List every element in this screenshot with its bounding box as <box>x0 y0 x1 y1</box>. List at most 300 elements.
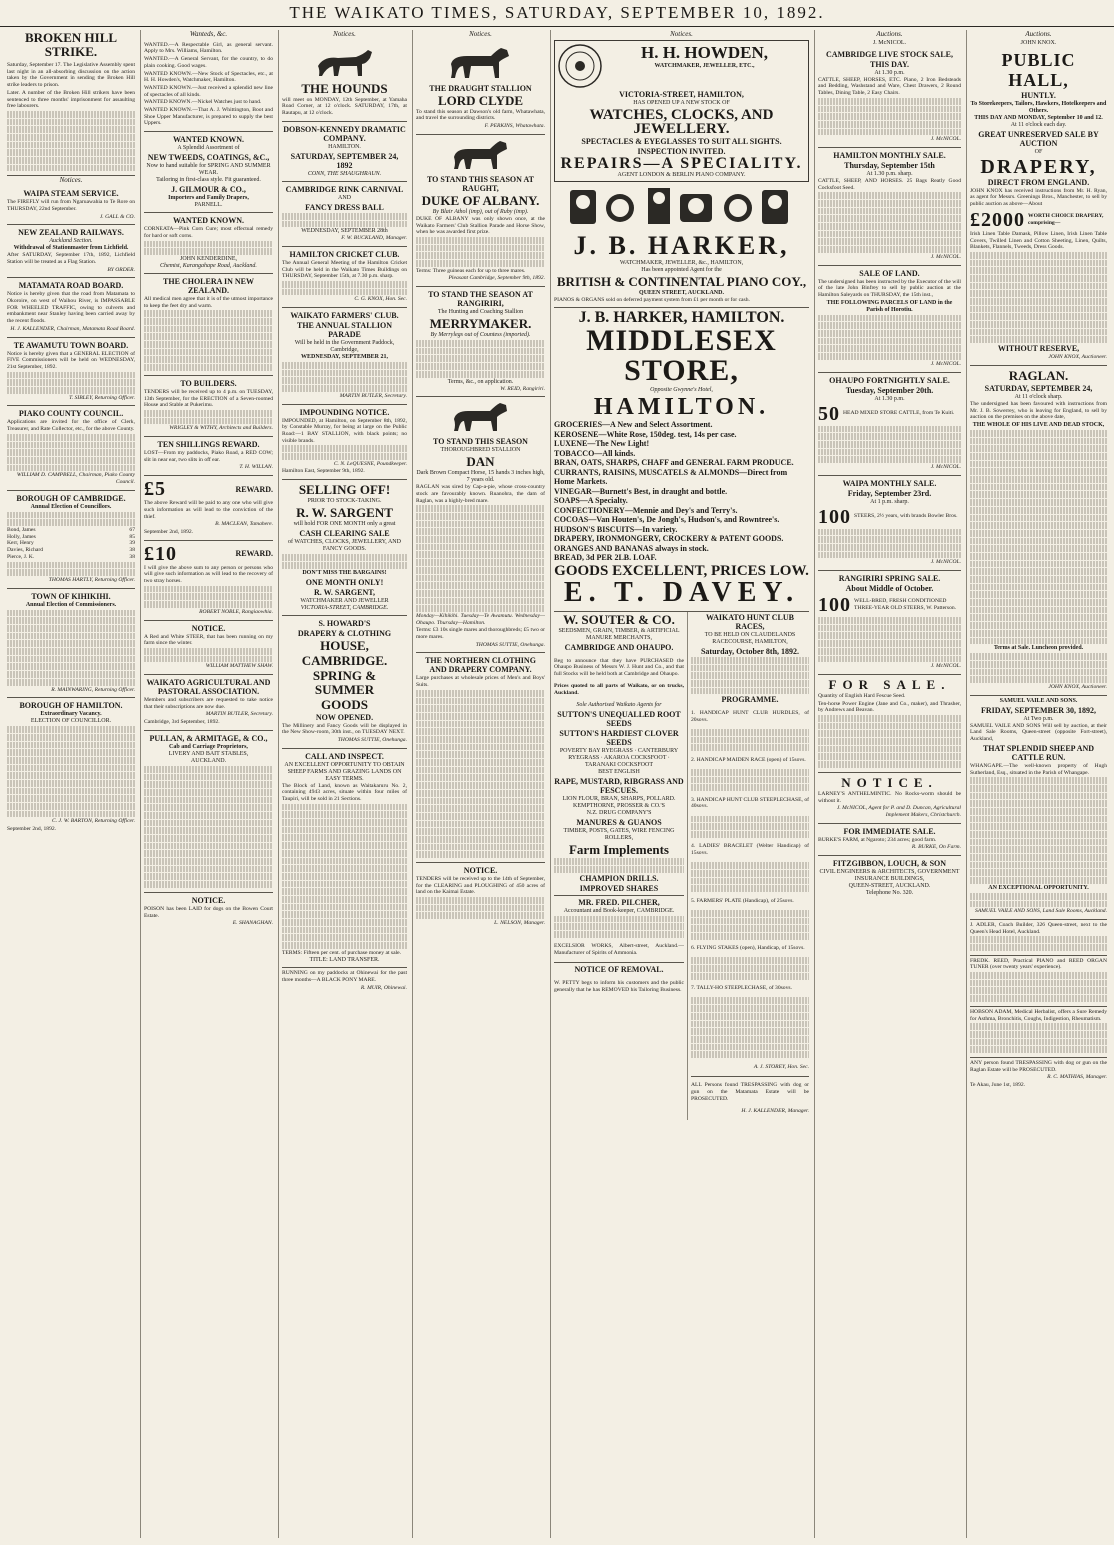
ad-heading: IMPROVED SHARES <box>579 883 659 893</box>
race-item: 4. LADIES' BRACELET (Welter Handicap) of 15sovs. <box>691 843 809 856</box>
ad-text: TENDERS will be received up to the 14th of September, for the CLEARING and PLOUGHING of 450 acres of land on the Kaimai Estate. <box>416 876 545 896</box>
ad-subheading: At 1 p.m. sharp. <box>870 498 909 505</box>
ad-text: PIANOS & ORGANS sold on deferred payment system from £1 per month or for cash. <box>554 296 750 303</box>
ad-heading: HOUSE, <box>320 637 369 653</box>
ad-signature: J. McNICOL. <box>930 559 961 566</box>
text-filler <box>282 804 407 949</box>
ad-subheading: OF <box>1034 148 1043 155</box>
ad-text: RAGLAN was sired by Cap-a-pie, whose cross-country stock are favourably known. Ruanohra, the dam of Raglan, was a highly-bred mare. <box>416 484 545 504</box>
ad-text: The Block of Land, known as Waitakaruru No. 2, containing 4943 acres, situate within four miles of Taupiri, will be sold in 21 Sections. <box>282 782 407 803</box>
ad-subheading: At 1.30 p.m. <box>874 69 905 76</box>
ad-heading: MANURES & GUANOS <box>576 818 662 828</box>
ad-heading: FANCY DRESS BALL <box>305 202 384 212</box>
ad-subheading: LION FLOUR, BRAN, SHARPS, POLLARD. <box>562 796 676 803</box>
ad-heading: NOTICE. <box>841 774 938 790</box>
article-title: BROKEN HILL STRIKE. <box>24 30 118 59</box>
ad-heading: TE AWAMUTU TOWN BOARD. <box>13 340 129 350</box>
ad-heading: S. HOWARD'S <box>318 618 371 628</box>
ad-text: A Red and White STEER, that has been running on my farm since the winter. <box>144 633 273 647</box>
text-filler <box>818 192 961 253</box>
ad-signature: JOHN KNOX, Auctioneer. <box>1048 683 1107 690</box>
text-filler <box>970 252 1107 343</box>
ad-subheading: To Storekeepers, Tailors, Hawkers, Hotelkeepers and Others. <box>970 100 1107 114</box>
ad-heading: Friday, September 23rd. <box>847 488 932 498</box>
text-filler <box>416 340 545 377</box>
ad-heading: DUKE OF ALBANY. <box>421 192 540 208</box>
ad-heading: RAGLAN. <box>1008 367 1069 383</box>
ad-subheading: will hold FOR ONE MONTH only a great <box>293 521 396 528</box>
ad-signature: WILLIAM MATTHEW SHAW. <box>205 663 273 670</box>
column-5-6 <box>550 30 812 1538</box>
text-filler <box>970 893 1107 907</box>
ad-heading: FRIDAY, SEPTEMBER 30, 1892, <box>981 705 1096 715</box>
ad-text: JOHN KNOX has received instructions from Mr. H. Ryan, as agent for Messrs. Greenings Bros., Manchester, to sell by public auction as above—About <box>970 187 1107 208</box>
ad-heading: DRAPERY & CLOTHING <box>297 628 392 638</box>
ad-heading: J. B. HARKER, <box>573 230 790 260</box>
text-filler <box>970 653 1107 683</box>
ad-subheading: The Hunting and Coaching Stallion <box>437 309 524 316</box>
lot-count: 100 <box>818 505 851 528</box>
ad-text: I will give the above sum to any person or persons who will give such information as will lead to the recovery of two stray horses. <box>144 564 273 585</box>
ad-heading: INSPECTION INVITED. <box>637 146 726 156</box>
ad-signature: J. McNICOL. <box>930 136 961 143</box>
ad-heading: PUBLIC HALL, <box>1001 49 1076 90</box>
text-filler <box>691 657 809 694</box>
ad-heading: HUNTLY. <box>1021 90 1056 100</box>
ad-heading: THIS DAY. <box>870 59 909 69</box>
ad-text: The Annual General Meeting of the Hamilton Cricket Club will be held in the Waikato Times Buildings on THURSDAY, September 15th, at 7.30 p.m. sharp. <box>282 259 407 280</box>
column-3 <box>278 30 410 1538</box>
text-filler <box>282 281 407 295</box>
race-item: 5. FARMERS' PLATE (Handicap), of 25sovs. <box>691 897 794 904</box>
ad-heading: NOTICE. <box>191 623 226 633</box>
draught-horse-icon <box>441 44 521 82</box>
ad-text: Large purchases at wholesale prices of Men's and Boys' Suits. <box>416 675 545 689</box>
ad-subheading: TITLE: LAND TRANSFER. <box>309 957 380 964</box>
ad-heading: CAMBRIDGE RINK CARNIVAL <box>285 184 404 194</box>
ad-text: W. PETTY begs to inform his customers and the public generally that he has REMOVED his Tailoring Business. <box>554 979 684 993</box>
ad-heading: SUTTON'S UNEQUALLED ROOT SEEDS <box>557 710 681 729</box>
ad-heading: W. SOUTER & CO. <box>563 611 675 627</box>
text-filler <box>144 648 273 662</box>
ad-heading: CAMBRIDGE. <box>301 652 388 668</box>
text-filler <box>7 512 135 526</box>
ad-date: Cambridge, 3rd September, 1892. <box>144 719 220 726</box>
ad-heading: NOTICE. <box>191 895 226 905</box>
ad-heading: THE ANNUAL STALLION PARADE <box>297 321 392 340</box>
ad-subheading: Chemist, Karangahape Road, Auckland. <box>160 262 257 269</box>
article-text: Later. A number of the Broken Hill strikers have been sentenced to three months' imprisonment for assaulting free labourers. <box>7 89 135 110</box>
text-filler <box>691 862 809 892</box>
ad-subheading: Will be held in the Government Paddock, Cambridge, <box>294 340 395 354</box>
ad-heading: About Middle of October. <box>845 584 934 594</box>
reward-header <box>144 543 273 565</box>
ad-text: TENDERS will be received up to 4 p.m. on TUESDAY, 13th September, for the ERECTION of a Seven-roomed House and Stable at Pukerimu. <box>144 388 273 409</box>
lot-header <box>818 594 961 616</box>
text-filler <box>416 690 545 858</box>
text-filler <box>416 505 545 612</box>
ad-heading: TO BUILDERS. <box>180 378 237 388</box>
ad-heading: Thursday, September 15th <box>844 160 935 170</box>
ad-text: After SATURDAY, September 17th, 1892, Lichfield Station will be treated as a Flag Station. <box>7 252 135 265</box>
ad-signature: E. SHANAGHAN. <box>232 920 273 927</box>
ad-signature: R. BURKE, On Farm. <box>911 844 961 851</box>
race-item: 2. HANDICAP MAIDEN RACE (open) of 15sovs. <box>691 756 806 763</box>
ad-signature: C. N. LeQUESNE, Poundkeeper. <box>333 460 407 467</box>
ad-heading: MR. FRED. PILCHER, <box>578 897 660 907</box>
ad-signature: J. McNICOL, Agent for P. and D. Duncan, Agricultural Implement Makers, Christchurch. <box>836 805 961 818</box>
grocery-item: DRAPERY, IRONMONGERY, CROCKERY & PATENT GOODS. <box>554 534 784 544</box>
ad-heading: HAMILTON. <box>593 394 770 421</box>
column-4 <box>412 30 548 1538</box>
ad-signature: W. REID, Rangiriri. <box>500 385 545 392</box>
ad-heading: HAMILTON MONTHLY SALE. <box>833 150 946 160</box>
text-filler <box>691 729 809 751</box>
ad-subheading: WATCHMAKER, JEWELLER, &c., HAMILTON, <box>619 259 744 266</box>
ad-text: ANY person found TRESPASSING with dog or gun on the Raglan Estate will be PROSECUTED. <box>970 1060 1107 1073</box>
candidate-name: Davies, Richard <box>7 547 44 554</box>
ad-subheading: Withdrawal of Stationmaster from Lichfield. <box>13 245 129 252</box>
ad-signature: F. PERKINS, Whatawhata. <box>484 123 545 130</box>
ad-signature: Pleasant Cambridge, September 9th, 1892. <box>448 275 545 282</box>
ad-signature: A. J. STOREY, Hon. Sec. <box>753 1063 809 1070</box>
ad-subheading: WATCHMAKER, JEWELLER, ETC., <box>654 62 755 69</box>
section-label: Auctions. <box>1025 30 1052 38</box>
grocery-item: ORANGES AND BANANAS always in stock. <box>554 543 709 553</box>
vote-row <box>7 540 135 547</box>
ad-text: Notice is hereby given that the road from Matamata to Okoroire, on west of Waihou River, is IMPASSABLE FOR WHEELED TRAFFIC, owing to culverts and embankment near Stanley having been carried away by the recent floods. <box>7 291 135 325</box>
ad-subheading: PRIOR TO STOCK-TAKING. <box>307 498 382 505</box>
ad-heading: Tuesday, September 20th. <box>845 385 934 395</box>
ad-text: TERMS: Fifteen per cent. of purchase money at sale. <box>282 949 401 956</box>
text-filler <box>554 916 684 938</box>
vote-row <box>7 534 135 541</box>
vote-count: 67 <box>129 527 135 534</box>
classified-item: WANTED.—A Respectable Girl, as general servant. Apply to Mrs. Williams, Hamilton. <box>144 41 273 55</box>
text-filler <box>818 98 961 135</box>
ad-heading: TO STAND THIS SEASON <box>433 437 528 447</box>
ad-signature: R. MUIR, Ohinewai. <box>360 984 407 991</box>
ad-heading: TOWN OF KIHIKIHI. <box>31 591 111 601</box>
section-label: Wanteds, &c. <box>189 30 228 38</box>
article-text: Saturday, September 17. The Legislative Assembly spent last night in an all-absorbing discussion on the action taken by the Government in sending the Broken Hill strike leaders to prison. <box>7 62 135 89</box>
ad-heading: J. B. HARKER, HAMILTON. <box>578 309 785 327</box>
ad-text: Prices quoted to all parts of Waikato, or on trucks, Auckland. <box>554 683 684 696</box>
ad-heading: DRAPERY, <box>980 155 1097 178</box>
ad-signature: ROBERT NOBLE, Rangiaowhia. <box>199 608 273 615</box>
vote-count: 85 <box>129 533 135 540</box>
value-header <box>970 209 1107 231</box>
ad-signature: BY ORDER. <box>107 266 135 273</box>
ad-date: September 2nd, 1892. <box>7 826 57 833</box>
text-filler <box>282 362 407 392</box>
ad-subheading: Auckland Section. <box>49 238 93 245</box>
ad-subheading: LIVERY AND BAIT STABLES, <box>168 750 249 757</box>
ad-text: DUKE OF ALBANY was only shown once, at the Waikato Farmers' Club Stallion Parade and Horse Show, when he was awarded first prize. <box>416 215 545 236</box>
reward-header <box>144 478 273 500</box>
ad-subheading: Terms, &c., on application. <box>447 378 514 385</box>
text-filler <box>144 241 273 255</box>
ad-signature: MARTIN BUTLER, Secretary. <box>339 392 407 399</box>
candidate-name: Pierce, J. K. <box>7 553 35 560</box>
ad-heading: THE NORTHERN CLOTHING AND DRAPERY COMPANY. <box>425 656 536 675</box>
ad-heading: CALL AND INSPECT. <box>305 751 384 761</box>
ad-heading: H. H. HOWDEN, <box>640 42 769 62</box>
section-label: Notices. <box>469 30 492 38</box>
ad-heading: SALE OF LAND. <box>859 268 920 278</box>
auctioneer-name: JOHN KNOX. <box>1020 39 1057 46</box>
ad-signature: JOHN KNOX, Auctioneer. <box>1048 354 1107 361</box>
ad-signature: J. GALL & CO. <box>99 213 135 220</box>
grocery-item: HUDSON'S BISCUITS—In variety. <box>554 524 678 534</box>
classified-item: WANTED KNOWN.—Just received a splendid new line of spectacles of all kinds. <box>144 84 273 98</box>
text-filler <box>970 936 1107 950</box>
ad-heading: NOTICE. <box>463 866 498 875</box>
ad-subheading: THOROUGHBRED STALLION <box>440 447 521 454</box>
ad-signature: C. G. KNOX, Hon. Sec. <box>354 296 407 303</box>
ad-subheading: SEEDSMEN, GRAIN, TIMBER, & ARTIFICIAL MANURE MERCHANTS, <box>558 627 680 641</box>
ad-subheading: By Merrylegs out of Countess (imported). <box>430 332 531 339</box>
ad-text: CORNEATA—Pink Corn Cure; most effectual remedy for hard or soft corns. <box>144 226 273 239</box>
ad-heading: RANGIRIRI SPRING SALE. <box>838 574 941 584</box>
ad-text: The undersigned has been instructed by the Executor of the will of the late John Binfrey to sell by public auction at the Hamilton Saleyards on THURSDAY, the 15th inst., <box>818 278 961 298</box>
ad-heading: GOODS EXCELLENT, PRICES LOW. <box>554 562 809 579</box>
ad-heading: WATCHES, CLOCKS, AND JEWELLERY. <box>589 106 774 137</box>
ad-heading: SATURDAY, SEPTEMBER 24, 1892 <box>290 151 399 170</box>
ad-heading: THAT SPLENDID SHEEP AND CATTLE RUN. <box>982 743 1095 762</box>
vote-count: 39 <box>129 540 135 547</box>
race-item: 7. TALLY-HO STEEPLECHASE, of 30sovs. <box>691 985 792 992</box>
ad-heading: MIDDLESEX STORE, <box>586 324 777 388</box>
ad-subheading: HAS OPENED UP A NEW STOCK OF <box>633 99 730 106</box>
ad-heading: ONE MONTH ONLY! <box>305 577 384 587</box>
lot-header <box>818 506 961 528</box>
ad-date: Hamilton East, September 9th, 1892. <box>282 468 365 475</box>
ad-text: will meet on MONDAY, 12th September, at Yamaha Road Corner, at 12 o'clock. SATURDAY, 17th, at Rautapu, at 12 o'clock. <box>282 96 407 117</box>
ad-heading: THE HOUNDS <box>301 80 388 96</box>
ad-heading: WANTED KNOWN. <box>172 135 245 145</box>
text-filler <box>282 213 407 227</box>
hunt-club-column <box>688 612 809 1121</box>
classified-item: WANTED.—A General Servant, for the country, to do plain cooking. Good wages. <box>144 56 273 69</box>
text-filler <box>144 410 273 424</box>
ad-heading: SPRING & SUMMER <box>312 667 377 697</box>
ad-subheading: PARNELL. <box>194 202 223 209</box>
ad-heading: SATURDAY, SEPTEMBER 24, <box>984 383 1093 393</box>
ad-heading: R. W. SARGENT, <box>314 587 375 597</box>
ad-text: Members and subscribers are requested to take notice that their subscriptions are now due. <box>144 697 273 710</box>
ad-heading: FOR IMMEDIATE SALE. <box>843 826 936 836</box>
ad-heading: RAPE, MUSTARD, RIBGRASS AND FESCUES. <box>554 777 684 796</box>
text-filler <box>970 972 1107 1002</box>
ad-text: SAMUEL VAILE AND SONS Will sell by auction, at their Land Sale Rooms, Queen-street (opposite Fort-street), Auckland, <box>970 722 1107 743</box>
text-filler <box>691 910 809 940</box>
ad-text: CATTLE, SHEEP, AND HORSES. 25 Bags Reatly Good Cocksfoot Seed. <box>818 177 961 191</box>
ad-subheading: WEDNESDAY, SEPTEMBER 28th <box>301 228 388 235</box>
ad-subheading: A Splendid Assortment of <box>177 145 240 152</box>
ad-text: The undersigned has been favoured with instructions from Mr. J. B. Sowerrey, who is leaving for England, to sell by auction on the premises on the above date, <box>970 400 1107 421</box>
ad-signature: T. H. WILLAN. <box>239 464 273 471</box>
reward-amount: £10 <box>144 542 177 565</box>
ad-heading: DIRECT FROM ENGLAND. <box>987 177 1090 187</box>
text-filler <box>7 610 135 686</box>
text-filler <box>416 897 545 919</box>
ad-heading: TO STAND THE SEASON AT RANGIRIRI, <box>428 290 533 309</box>
ad-subheading: TIMBER, POSTS, GATES, WIRE FENCING ROLLERS, <box>563 828 675 842</box>
ad-text: Irish Linen Table Damask, Pillow Linen, Irish Linen Table Covers, Twilled Linen and Cotton Sheeting, Linen, Quilts, Blankets, Flannels, Tweeds, Dress Goods. <box>970 230 1107 251</box>
ad-text: BURKE'S FARM, at Ngaroto; 234 acres; good farm. <box>818 836 937 843</box>
ad-subheading: AGENT LONDON & BERLIN PIANO COMPANY. <box>617 171 746 178</box>
ad-signature: J. McNICOL. <box>930 463 961 470</box>
text-filler <box>144 586 273 608</box>
ad-text: Beg to announce that they have PURCHASED the Ohaupo Business of Messrs W. J. Hunt and Co., and that full Stocks will be held both at Cambridge and Ohaupo. <box>554 657 684 677</box>
ad-text: Notice is hereby given that a GENERAL ELECTION of FIVE Commissioners will be held on WEDNESDAY, 21st September, 1892. <box>7 350 135 370</box>
ad-text: POISON has been LAID for dogs on the Bowen Court Estate. <box>144 905 273 919</box>
race-item: 1. HANDICAP HUNT CLUB HURDLES, of 20sovs. <box>691 709 809 723</box>
text-filler <box>282 554 407 568</box>
text-filler <box>970 777 1107 884</box>
vote-list <box>7 527 135 561</box>
ad-subheading: DON'T MISS THE BARGAINS! <box>302 569 387 576</box>
grocery-list <box>554 420 809 563</box>
grocery-item: CURRANTS, RAISINS, MUSCATELS & ALMONDS—Direct from Home Markets. <box>554 467 788 487</box>
ad-heading: PROGRAMME. <box>721 695 779 705</box>
text-filler <box>818 617 961 662</box>
ad-text: IMPOUNDED, at Hamilton, on September 8th, 1892, by Constable Murray, for being at large on the Public Road:—1 BAY STALLION, with black points; no visible brands. <box>282 417 407 444</box>
ad-heading: BOROUGH OF CAMBRIDGE. <box>16 493 126 503</box>
ad-heading: WAIKATO AGRICULTURAL AND PASTORAL ASSOCIATION. <box>146 678 271 696</box>
ad-text: RUNNING on my paddocks at Ohinewai for the past three months—A BLACK PONY MARE. <box>282 970 407 984</box>
ad-signature: C. J. W. BARTON, Returning Officer. <box>52 818 135 825</box>
watches-clocks-icon <box>562 184 802 228</box>
classified-item: WANTED KNOWN.—That A. J. Whittington, Boot and Shoe Upper Manufacturer, is prepared to supply the best Uppers. <box>144 107 273 127</box>
ad-subheading: POVERTY BAY RYEGRASS · CANTERBURY RYEGRASS · AKAROA COCKSFOOT · TARANAKI COCKSFOOT <box>559 748 679 769</box>
ad-subheading: THE FOLLOWING PARCELS OF LAND in the Parish of Horotiu. <box>826 299 953 313</box>
ad-heading: Farm Implements <box>568 842 669 858</box>
ad-subheading: JOHN KENDERDINE, <box>180 255 237 262</box>
text-filler <box>7 111 135 172</box>
ad-heading: SUTTON'S HARDIEST CLOVER SEEDS <box>559 729 679 748</box>
ad-signature: J. McNICOL. <box>930 663 961 670</box>
ad-signature: L. NELSON, Manager. <box>494 920 545 927</box>
ad-text: HEAD MIXED STORE CATTLE, from Te Kuiti. <box>843 410 955 417</box>
ad-text: EXCELSIOR WORKS, Albert-street, Auckland.—Manufacturer of Spirits of Ammonia. <box>554 943 684 956</box>
ad-subheading: AND <box>338 194 351 201</box>
race-list <box>691 710 809 1058</box>
text-filler <box>691 957 809 979</box>
ad-text: Quantity of English Hard Fescue Seed. <box>818 692 906 699</box>
horse-icon <box>446 139 516 173</box>
ad-subheading: WEDNESDAY, SEPTEMBER 21, <box>301 354 388 361</box>
grocery-item: COCOAS—Van Houten's, De Jongh's, Hudson's, and Rowntree's. <box>554 515 780 525</box>
lot-header <box>818 403 961 425</box>
ad-subheading: AN EXCELLENT OPPORTUNITY TO OBTAIN SHEEP FARMS AND GRAZING LANDS ON EASY TERMS. <box>284 761 405 782</box>
grocery-item: TOBACCO—All kinds. <box>554 448 636 458</box>
ad-text: WELL-BRED, FRESH CONDITIONED THREE-YEAR OLD STEERS, W. Patterson. <box>854 598 957 612</box>
text-filler <box>970 1023 1107 1053</box>
ad-text: LOST—From my paddocks, Piako Road, a RED COW; slit in near ear, two slits in off ear. <box>144 450 273 463</box>
grocery-item: KEROSENE—White Rose, 150deg. test, 14s per case. <box>554 429 737 439</box>
text-filler <box>691 997 809 1058</box>
text-filler <box>818 315 961 360</box>
ad-signature: H. J. KALLENDER, Chairman, Matamata Road Board. <box>10 325 135 332</box>
ad-subheading: Accountant and Book-keeper, CAMBRIDGE. <box>563 907 675 914</box>
section-label: Auctions. <box>876 30 903 38</box>
ad-signature: F. W. BUCKLAND, Manager. <box>341 235 407 242</box>
ad-subheading: Tailoring in first-class style. Fit guaranteed. <box>156 177 261 184</box>
text-filler <box>282 445 407 459</box>
ad-heading: BOROUGH OF HAMILTON. <box>19 701 123 711</box>
ad-signature: J. McNICOL. <box>930 360 961 367</box>
ad-heading: E. T. DAVEY. <box>563 576 800 608</box>
ad-subheading: At 11 o'clock each day. <box>1010 121 1067 128</box>
ad-heading: CHAMPION DRILLS. <box>579 873 659 883</box>
text-filler <box>818 426 961 463</box>
ad-text: The Millinery and Fancy Goods will be displayed in the New Show-room, 30th inst., on TUESDAY NEXT. <box>282 722 407 736</box>
ad-heading: SELLING OFF! <box>298 482 391 498</box>
text-filler <box>144 766 273 888</box>
ad-heading: REPAIRS—A SPECIALITY. <box>560 154 803 172</box>
ad-text: Monday—Kihikihi. Tuesday—Te Awamutu. Wednesday—Ohaupo. Thursday—Hamilton. <box>416 612 545 626</box>
ad-subheading: QUEEN-STREET, AUCKLAND. <box>848 883 931 890</box>
ad-heading: J. GILMOUR & CO., <box>171 185 246 195</box>
text-filler <box>691 769 809 791</box>
ad-text: Terms: Three guineas each for up to three mares. <box>416 267 526 274</box>
ad-heading: SPECTACLES & EYEGLASSES TO SUIT ALL SIGHTS. <box>581 136 782 146</box>
prize-seal-icon <box>557 43 603 89</box>
candidate-name: Kerr, Henry <box>7 540 34 547</box>
ad-subheading: AN EXCEPTIONAL OPPORTUNITY. <box>988 884 1089 891</box>
ad-text: HOBSON ADAM, Medical Herbalist, offers a Sure Remedy for Asthma, Bronchitis, Coughs, Indigestion, Rheumatism. <box>970 1008 1107 1022</box>
ad-signature: MARTIN BUTLER, Secretary. <box>205 711 273 718</box>
ad-text: The above Reward will be paid to any one who will give such information as will lead to the conviction of the thief. <box>144 500 273 520</box>
ad-subheading: THIS DAY AND MONDAY, September 10 and 12. <box>974 114 1103 121</box>
ad-subheading: Has been appointed Agent for the <box>641 266 722 273</box>
classified-item: WANTED KNOWN.—Nickel Watches just to hand. <box>144 99 262 106</box>
column-8 <box>966 30 1110 1538</box>
ad-subheading: BEST ENGLISH <box>598 769 640 776</box>
ad-signature: B. MACLEAN, Tamahere. <box>215 521 273 528</box>
ad-text: Ten-horse Power Engine (Jane and Co., maker), and Thrasher, by Andrews and Beavan. <box>818 700 961 714</box>
ad-date: Te Akau, June 1st, 1892. <box>970 1082 1026 1089</box>
ad-subheading: At 1.30 p.m. <box>874 395 905 402</box>
ad-heading: WITHOUT RESERVE, <box>997 344 1080 354</box>
grocery-item: BRAN, OATS, SHARPS, CHAFF and GENERAL FARM PRODUCE. <box>554 458 794 468</box>
ad-subheading: Dark Brown Compact Horse, 15 hands 3 inches high, 7 years old. <box>416 470 545 484</box>
auctioneer-name: J. McNICOL. <box>872 39 907 46</box>
ad-heading: PULLAN, & ARMITAGE, & CO., <box>149 733 268 743</box>
ad-text: CATTLE, SHEEP, HORSES, ETC. Piano, 2 Iron Bedsteads and Bedding, Washstand and Ware, Chest Drawers, 2 Round Tables, Dining Table, 2 Easy Chairs. <box>818 76 961 97</box>
ad-heading: MATAMATA ROAD BOARD. <box>18 281 124 291</box>
ad-subheading: Terms at Sale. Luncheon provided. <box>993 645 1084 652</box>
ad-subheading: At Two p.m. <box>1023 715 1054 722</box>
vote-row <box>7 554 135 561</box>
ad-heading: WAIPA STEAM SERVICE. <box>23 189 119 199</box>
text-filler <box>818 715 961 768</box>
masthead: THE WAIKATO TIMES, SATURDAY, SEPTEMBER 10, 1892. <box>0 0 1114 27</box>
ad-heading: CASH CLEARING SALE <box>299 529 390 539</box>
ad-signature: WRIGLEY & WITHY, Architects and Builders. <box>169 425 273 432</box>
ad-signature: R. C. MATHIAS, Manager. <box>1047 1074 1107 1081</box>
ad-heading: PIAKO COUNTY COUNCIL. <box>18 409 124 419</box>
ad-heading: REWARD. <box>235 484 273 494</box>
horse-icon <box>446 401 516 435</box>
ad-signature: THOMAS SUTTIE, Onehunga. <box>475 641 545 648</box>
ad-subheading: At 11 o'clock sharp. <box>1014 393 1063 400</box>
column-1 <box>4 30 138 1538</box>
ad-heading: NOTICE OF REMOVAL. <box>574 965 664 975</box>
ad-subheading: ELECTION OF COUNCILLOR. <box>30 718 112 725</box>
